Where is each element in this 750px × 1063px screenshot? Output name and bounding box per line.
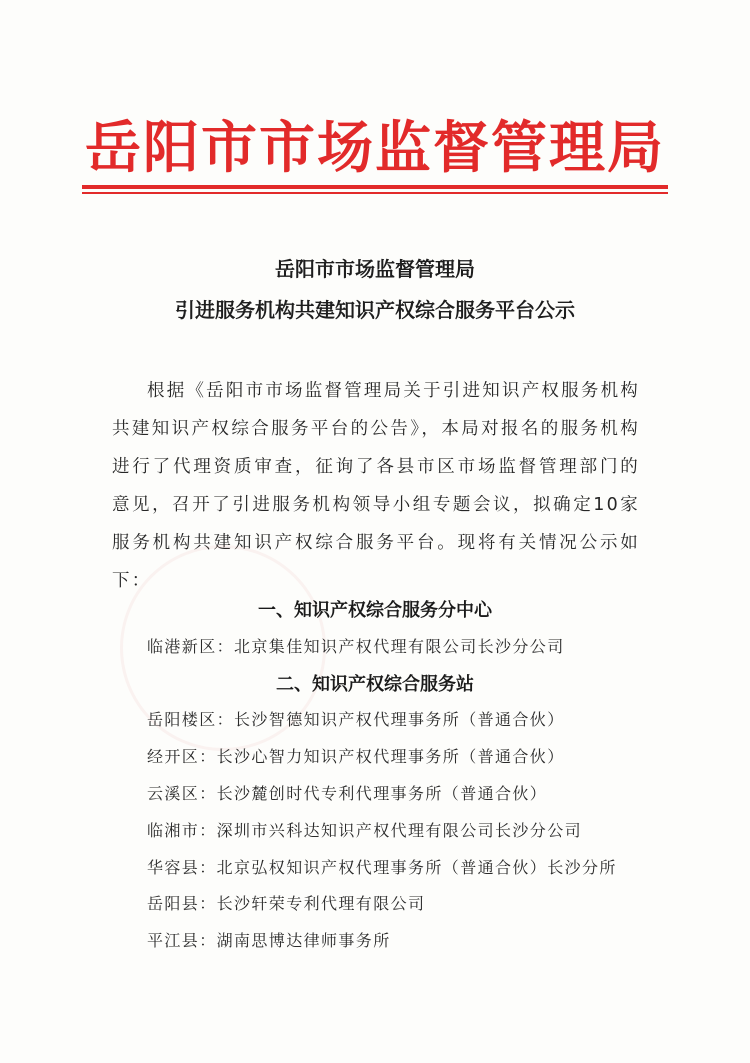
letterhead-rule-thin [82,192,668,194]
list-item: 华容县：北京弘权知识产权代理事务所（普通合伙）长沙分所 [147,858,617,877]
list-item: 临港新区：北京集佳知识产权代理有限公司长沙分公司 [147,637,565,656]
list-item: 平江县：湖南思博达律师事务所 [147,931,391,950]
section2-heading: 二、知识产权综合服务站 [276,674,474,695]
letterhead-title: 岳阳市市场监督管理局 [85,115,665,181]
body-paragraph: 根据《岳阳市市场监督管理局关于引进知识产权服务机构共建知识产权综合服务平台的公告》，本局对报名的服务机构进行了代理资质审查，征询了各县市区市场监督管理部门的意见，召开了引进服务机构领导小组专题会议，拟确定10家服务机构共建知识产权综合服务平台。现将有关情况公示如下： [112,381,640,591]
letterhead-rule-thick [82,185,668,189]
section1-heading: 一、知识产权综合服务分中心 [258,600,492,621]
list-item: 云溪区：长沙麓创时代专利代理事务所（普通合伙） [147,784,548,803]
document-title-line1: 岳阳市市场监督管理局 [275,257,475,281]
list-item: 岳阳楼区：长沙智德知识产权代理事务所（普通合伙） [147,710,565,729]
document-title-line2: 引进服务机构共建知识产权综合服务平台公示 [175,298,575,322]
list-item: 岳阳县：长沙轩荣专利代理有限公司 [147,894,426,913]
list-item: 经开区：长沙心智力知识产权代理事务所（普通合伙） [147,747,565,766]
list-item: 临湘市：深圳市兴科达知识产权代理有限公司长沙分公司 [147,821,583,840]
